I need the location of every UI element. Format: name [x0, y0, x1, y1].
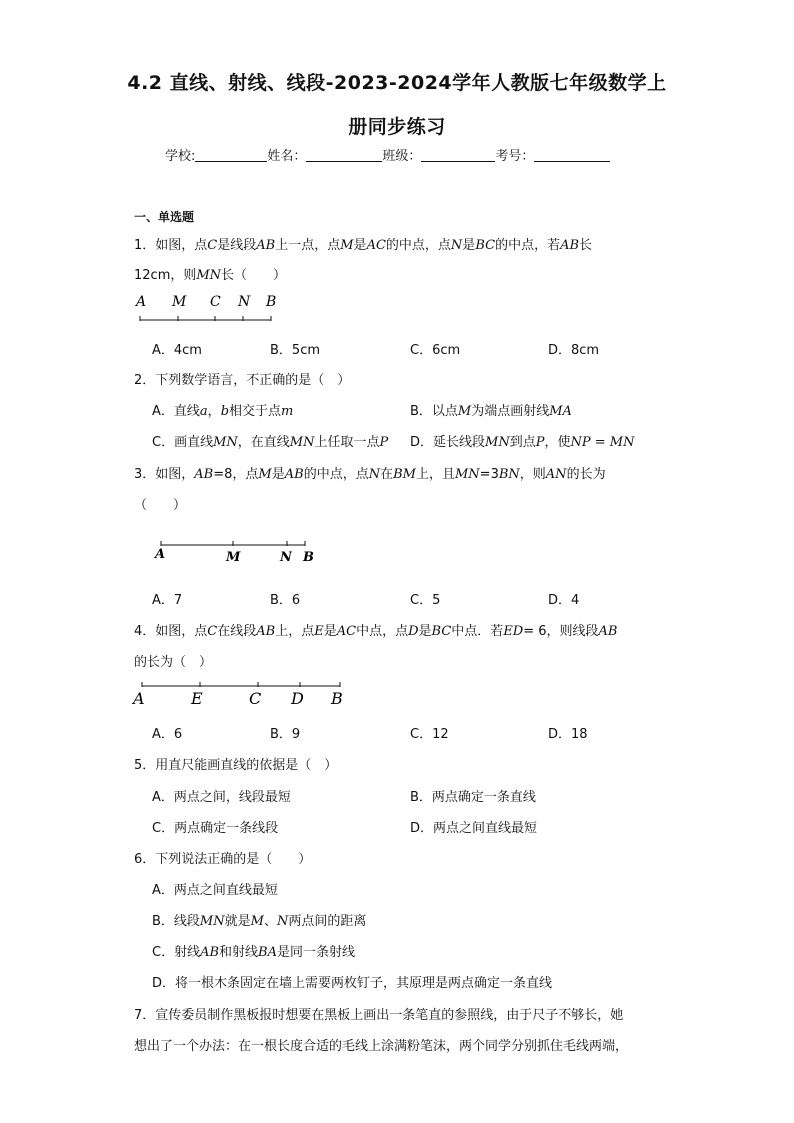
- var: AB: [200, 945, 220, 960]
- text: 长（ ）: [221, 268, 287, 283]
- school-label: 学校:: [165, 149, 196, 164]
- point-label-d: D: [291, 689, 304, 708]
- q2-option-b[interactable]: [410, 400, 572, 419]
- text: 上一点，点: [275, 238, 341, 253]
- exam-no-label: 考号：: [495, 149, 535, 164]
- text: 是: [462, 238, 476, 253]
- name-label: 姓名：: [267, 149, 307, 164]
- var: AB: [256, 624, 276, 639]
- var: MN: [196, 268, 222, 283]
- text: 中点．若: [451, 624, 504, 639]
- var: P: [379, 435, 389, 450]
- var: C: [207, 238, 218, 253]
- text: 12cm，则: [134, 268, 197, 283]
- text: B．线段: [152, 914, 200, 929]
- q6-option-d[interactable]: D．将一根木条固定在墙上需要两枚钉子，其原理是两点确定一条直线: [152, 976, 553, 991]
- var: AC: [336, 624, 357, 639]
- var: MN: [485, 435, 510, 450]
- var: AB: [284, 467, 304, 482]
- text: 上任取一点: [314, 435, 380, 450]
- q2-option-a[interactable]: [152, 400, 293, 419]
- q4-option-a[interactable]: A．6: [152, 727, 183, 742]
- text: ，在直线: [237, 435, 290, 450]
- student-info-line: [165, 145, 610, 164]
- text: 和射线: [219, 945, 259, 960]
- q2-option-c[interactable]: [152, 431, 388, 450]
- q3-option-a[interactable]: A．7: [152, 593, 183, 608]
- q4-stem-line2: 的长为（ ）: [134, 655, 213, 670]
- text: 长: [579, 238, 593, 253]
- text: 上，且: [415, 467, 455, 482]
- text: 为端点画射线: [471, 404, 550, 419]
- q5-option-a[interactable]: A．两点之间，线段最短: [152, 790, 291, 805]
- text: 相交于点: [229, 404, 282, 419]
- q7-stem-line1: 7．宣传委员制作黑板报时想要在黑板上画出一条笔直的参照线，由于尺子不够长，她: [134, 1008, 624, 1023]
- q3-stem-line2: （ ）: [134, 498, 187, 513]
- text: 、: [263, 914, 277, 929]
- text: 上，点: [275, 624, 315, 639]
- var: E: [314, 624, 324, 639]
- point-label-b: B: [303, 550, 314, 565]
- text: 在线段: [217, 624, 257, 639]
- q4-option-d[interactable]: D．18: [548, 727, 588, 742]
- q4-option-b[interactable]: B．9: [270, 727, 301, 742]
- q6-option-c[interactable]: [152, 941, 355, 960]
- point-label-b: B: [331, 689, 343, 708]
- var: D: [408, 624, 419, 639]
- q1-option-b[interactable]: B．5cm: [270, 343, 321, 358]
- text: 的长为: [566, 467, 606, 482]
- var: M: [457, 404, 472, 419]
- q3-segment-figure: [150, 530, 330, 570]
- text: 的中点，若: [495, 238, 561, 253]
- q3-option-d[interactable]: D．4: [548, 593, 580, 608]
- text: C．射线: [152, 945, 201, 960]
- q1-stem-line1: [134, 234, 592, 253]
- text: =8，点: [213, 467, 259, 482]
- point-label-n: N: [280, 550, 292, 565]
- var: AC: [366, 238, 386, 253]
- var: AB: [560, 238, 580, 253]
- q6-stem: 6．下列说法正确的是（ ）: [134, 852, 312, 867]
- var: m: [281, 404, 294, 419]
- text: D．延长线段: [410, 435, 486, 450]
- q1-segment-figure: [130, 290, 290, 330]
- text: ，: [207, 404, 221, 419]
- q2-option-d[interactable]: [410, 431, 634, 450]
- point-label-m: M: [226, 550, 241, 565]
- var: M: [340, 238, 354, 253]
- text: 两点间的距离: [288, 914, 367, 929]
- text: 在: [380, 467, 394, 482]
- q6-option-b[interactable]: [152, 910, 366, 929]
- point-label-c: C: [249, 689, 262, 708]
- point-label-a: A: [133, 689, 145, 708]
- text: ，则线段: [546, 624, 599, 639]
- var: N: [276, 914, 289, 929]
- var: AN: [545, 467, 567, 482]
- text: A．直线: [152, 404, 200, 419]
- point-label-a: A: [136, 294, 147, 310]
- q3-option-c[interactable]: C．5: [410, 593, 441, 608]
- var: b: [220, 404, 230, 419]
- var: M: [250, 914, 264, 929]
- school-blank[interactable]: [195, 147, 267, 162]
- text: 的中点，点: [303, 467, 369, 482]
- class-label: 班级：: [382, 149, 422, 164]
- q1-option-d[interactable]: D．8cm: [548, 343, 600, 358]
- text: 是: [353, 238, 367, 253]
- q5-option-b[interactable]: B．两点确定一条直线: [410, 790, 536, 805]
- q2-stem: 2．下列数学语言，不正确的是（ ）: [134, 373, 351, 388]
- var: BC: [475, 238, 496, 253]
- page-title-line1: 4.2 直线、射线、线段-2023-2024学年人教版七年级数学上: [127, 72, 667, 94]
- text: 是线段: [217, 238, 257, 253]
- point-label-c: C: [210, 294, 221, 310]
- text: 如图，点: [155, 238, 208, 253]
- var: AB: [598, 624, 618, 639]
- q5-option-d[interactable]: D．两点之间直线最短: [410, 821, 538, 836]
- var: BM: [393, 467, 416, 482]
- var: N: [368, 467, 381, 482]
- var: BN: [498, 467, 520, 482]
- var: MA: [549, 404, 572, 419]
- q3-stem-line1: [134, 463, 606, 482]
- var: AB: [256, 238, 276, 253]
- text: B．以点: [410, 404, 458, 419]
- point-label-n: N: [238, 294, 251, 310]
- text: ，使: [544, 435, 571, 450]
- var: MN: [199, 914, 225, 929]
- q4-stem-line1: [134, 620, 618, 639]
- section-title: 一、单选题: [134, 210, 195, 224]
- q4-option-c[interactable]: C．12: [410, 727, 449, 742]
- text: 中点，点: [356, 624, 409, 639]
- exam-no-blank[interactable]: [534, 147, 610, 162]
- text: 是同一条射线: [277, 945, 356, 960]
- var: MN: [454, 467, 480, 482]
- q1-option-c[interactable]: C．6cm: [410, 343, 461, 358]
- name-blank[interactable]: [306, 147, 382, 162]
- text: 4．如图，点: [134, 624, 208, 639]
- text: 3．如图，: [134, 467, 195, 482]
- point-label-e: E: [191, 689, 203, 708]
- q7-stem-line2: 想出了一个办法：在一根长度合适的毛线上涂满粉笔沫，两个同学分别抓住毛线两端，: [134, 1039, 629, 1054]
- text: 是: [271, 467, 285, 482]
- q3-option-b[interactable]: B．6: [270, 593, 301, 608]
- text: 的中点，点: [385, 238, 451, 253]
- var: P: [535, 435, 545, 450]
- text: 是: [418, 624, 432, 639]
- var: MN: [289, 435, 315, 450]
- text: ，则: [519, 467, 546, 482]
- page-title-line2: 册同步练习: [348, 116, 446, 138]
- text: =3: [479, 467, 499, 482]
- text: = 6: [523, 624, 547, 639]
- q4-segment-figure: [130, 676, 360, 716]
- q1-stem-line2: [134, 264, 286, 283]
- point-label-m: M: [172, 294, 187, 310]
- text: 就是: [224, 914, 251, 929]
- class-blank[interactable]: [421, 147, 495, 162]
- q6-option-a[interactable]: A．两点之间直线最短: [152, 883, 278, 898]
- var: BA: [258, 945, 277, 960]
- var: AB: [194, 467, 214, 482]
- var: a: [199, 404, 208, 419]
- q5-option-c[interactable]: C．两点确定一条线段: [152, 821, 279, 836]
- var: M: [258, 467, 272, 482]
- var: N: [450, 238, 463, 253]
- point-label-a: A: [155, 547, 166, 562]
- text: 是: [323, 624, 337, 639]
- q1-option-a[interactable]: A．4cm: [152, 343, 202, 358]
- var: NP = MN: [570, 435, 635, 450]
- q1-number: 1．: [134, 238, 156, 253]
- var: ED: [503, 624, 524, 639]
- text: 到点: [509, 435, 536, 450]
- point-label-b: B: [266, 294, 277, 310]
- q5-stem: 5．用直尺能画直线的依据是（ ）: [134, 758, 338, 773]
- text: C．画直线: [152, 435, 214, 450]
- var: C: [207, 624, 218, 639]
- var: MN: [213, 435, 238, 450]
- var: BC: [431, 624, 452, 639]
